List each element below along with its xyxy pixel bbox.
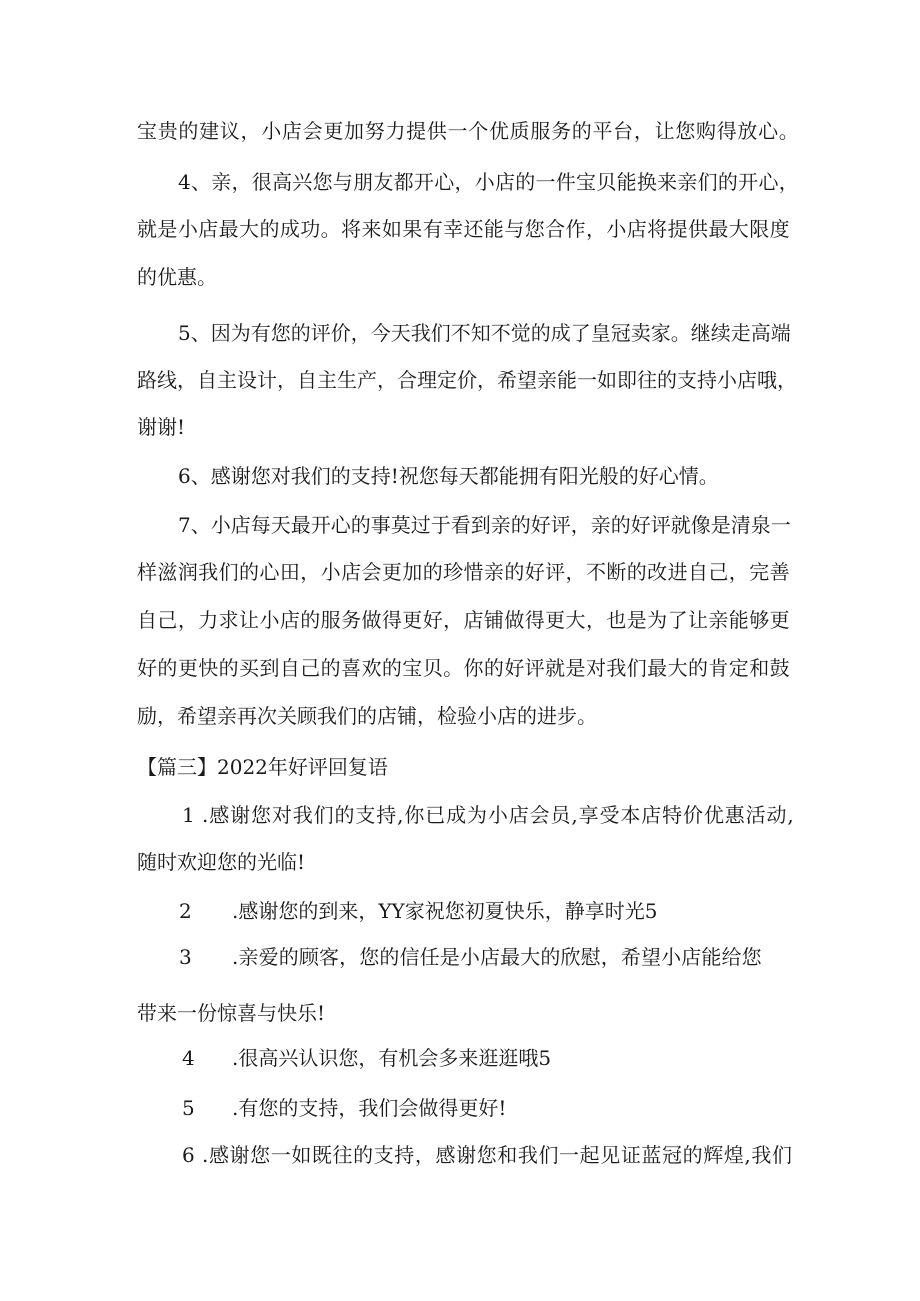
- paragraph-line: [0, 167, 920, 197]
- paragraph-line: [0, 214, 920, 244]
- heading-text: 【篇三】2022年好评回复语: [137, 755, 388, 779]
- list-item-1-cont: [0, 847, 920, 877]
- list-item-3: [0, 942, 920, 972]
- paragraph-line: [0, 365, 920, 395]
- text-line: 就 是 小 店 最 大 的 成 功 。 将 来 如 果 有 幸 还 能 与 您 合 作 ， 小 店 将 提 供 最 大 限 度: [137, 217, 790, 241]
- list-text: . 感 谢 您 对 我 们 的 支 持 , 你 已 成 为 小 店 会 员 , 享 受 本 店 特 价 优 惠 活 动 ,: [202, 803, 794, 827]
- list-number: 1: [182, 803, 195, 827]
- list-text: .感谢您的到来，YY家祝您初夏快乐，静享时光5: [232, 899, 658, 923]
- list-number: 4: [182, 1046, 195, 1070]
- text-line: 励，希望亲再次关顾我们的店铺，检验小店的进步。: [137, 704, 597, 728]
- paragraph-line: [0, 605, 920, 635]
- list-number: 5: [182, 1096, 195, 1120]
- text-line: 宝 贵 的 建 议 ， 小 店 会 更 加 努 力 提 供 一 个 优 质 服 务 的 平 台 ， 让 您 购 得 放 心 。: [137, 119, 799, 143]
- list-text: .很高兴认识您，有机会多来逛逛哦5: [232, 1046, 552, 1070]
- list-text: 随时欢迎您的光临!: [137, 850, 306, 874]
- paragraph-line: [0, 461, 920, 491]
- text-line: 路 线 ， 自 主 设 计 ， 自 主 生 产 ， 合 理 定 价 ， 希 望 亲 能 一 如 即 往 的 支 持 小 店 哦 ，: [137, 368, 797, 392]
- list-item-6: [0, 1140, 920, 1170]
- text-line: 5 、 因 为 有 您 的 评 价 ， 今 天 我 们 不 知 不 觉 的 成 了 皇 冠 卖 家 。 继 续 走 高 端: [178, 321, 791, 345]
- list-text: . 亲 爱 的 顾 客 ， 您 的 信 任 是 小 店 最 大 的 欣 慰 ， 希 望 小 店 能 给 您: [232, 945, 762, 969]
- list-item-1: [0, 800, 920, 830]
- list-number: 3: [179, 945, 192, 969]
- paragraph-line: [0, 412, 920, 442]
- text-line: 7 、 小 店 每 天 最 开 心 的 事 莫 过 于 看 到 亲 的 好 评 ， 亲 的 好 评 就 像 是 清 泉 一: [178, 513, 791, 537]
- paragraph-line: [0, 510, 920, 540]
- list-text: . 感 谢 您 一 如 既 往 的 支 持 ， 感 谢 您 和 我 们 一 起 见 证 蓝 冠 的 辉 煌 , 我 们: [202, 1143, 792, 1167]
- list-item-4: [0, 1043, 920, 1073]
- text-line: 谢谢!: [137, 415, 186, 439]
- list-item-3-cont: [0, 998, 920, 1028]
- paragraph-line: [0, 318, 920, 348]
- paragraph-line: [0, 116, 920, 146]
- paragraph-line: [0, 701, 920, 731]
- text-line: 的优惠。: [137, 265, 217, 289]
- text-line: 好 的 更 快 的 买 到 自 己 的 喜 欢 的 宝 贝 。 你 的 好 评 就 是 对 我 们 最 大 的 肯 定 和 鼓: [137, 656, 790, 680]
- text-line: 6、感谢您对我们的支持!祝您每天都能拥有阳光般的好心情。: [178, 464, 719, 488]
- text-line: 自 己 ， 力 求 让 小 店 的 服 务 做 得 更 好 ， 店 铺 做 得 更 大 ， 也 是 为 了 让 亲 能 够 更: [137, 608, 790, 632]
- list-item-2: [0, 896, 920, 926]
- list-text: .有您的支持，我们会做得更好!: [232, 1096, 507, 1120]
- list-number: 6: [182, 1143, 195, 1167]
- section-heading: [0, 752, 920, 782]
- list-text: 带来一份惊喜与快乐!: [137, 1001, 326, 1025]
- text-line: 样 滋 润 我 们 的 心 田 ， 小 店 会 更 加 的 珍 惜 亲 的 好 评 ， 不 断 的 改 进 自 己 ， 完 善: [137, 560, 790, 584]
- paragraph-line: [0, 653, 920, 683]
- text-line: 4 、 亲 ， 很 高 兴 您 与 朋 友 都 开 心 ， 小 店 的 一 件 宝 贝 能 换 来 亲 们 的 开 心 ，: [178, 170, 799, 194]
- paragraph-line: [0, 262, 920, 292]
- paragraph-line: [0, 557, 920, 587]
- list-number: 2: [179, 899, 192, 923]
- list-item-5: [0, 1093, 920, 1123]
